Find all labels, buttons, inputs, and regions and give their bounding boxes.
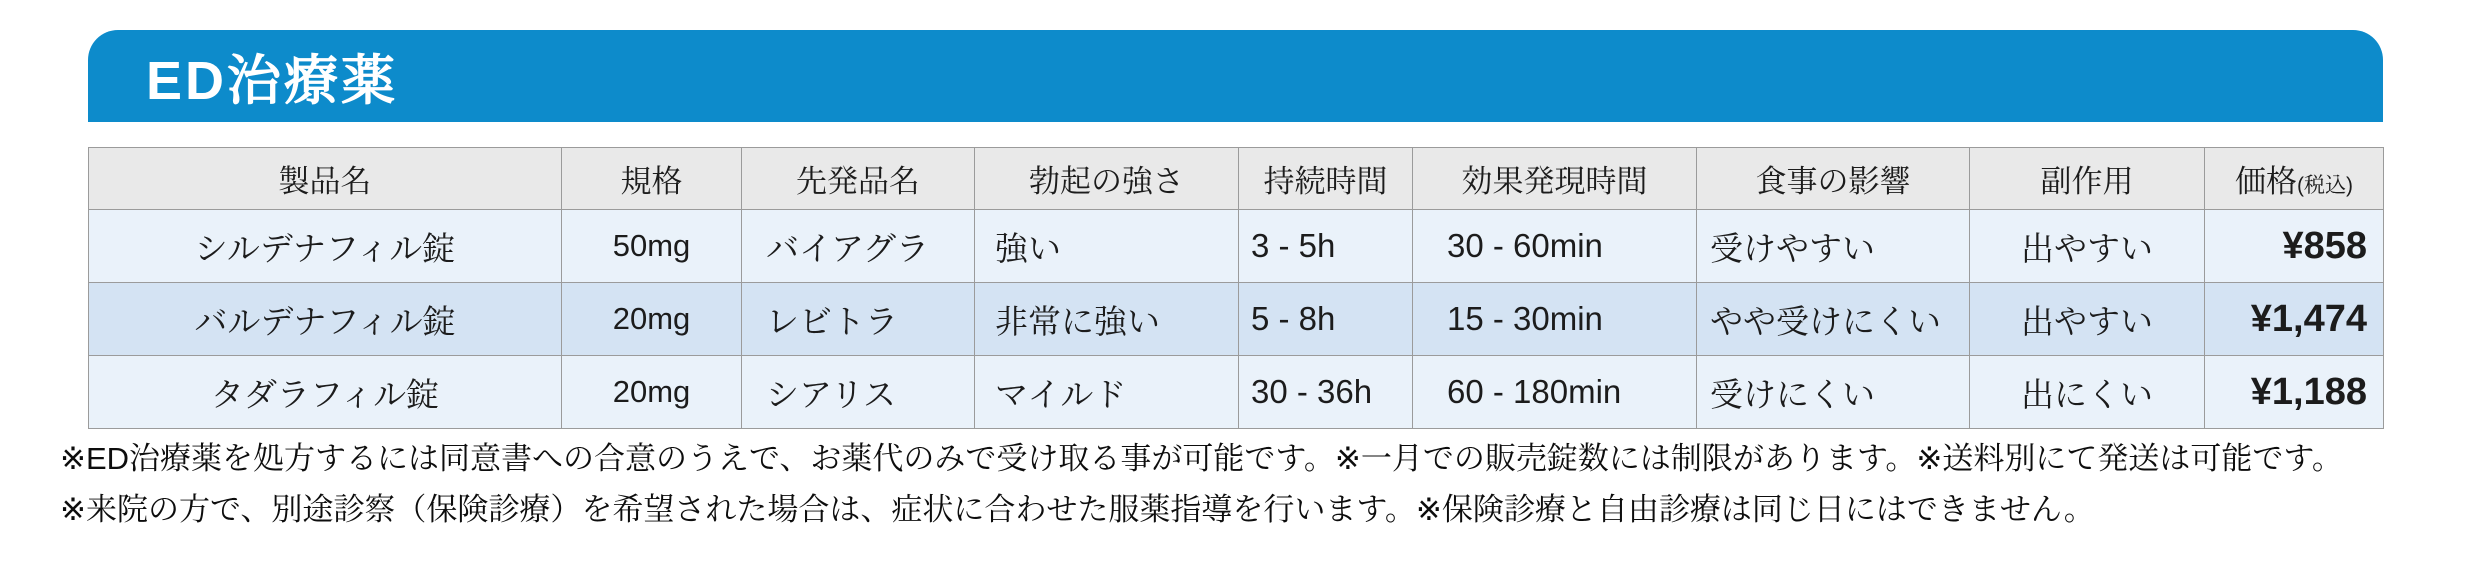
column-header-onset: 効果発現時間 [1413, 148, 1697, 210]
cell-side-effects: 出にくい [1970, 356, 2205, 429]
section-banner [88, 30, 2383, 122]
cell-duration: 3 - 5h [1239, 210, 1413, 283]
cell-hardness: 強い [975, 210, 1239, 283]
column-header-brand: 先発品名 [742, 148, 975, 210]
header-row [89, 148, 2384, 210]
cell-brand: レビトラ [742, 283, 975, 356]
cell-food: やや受けにくい [1697, 283, 1970, 356]
cell-strength: 50mg [562, 210, 742, 283]
cell-product: シルデナフィル錠 [89, 210, 562, 283]
column-header-hardness: 勃起の強さ [975, 148, 1239, 210]
table-row-sildenafil [89, 210, 2384, 283]
footnote-line-1: ※ED治療薬を処方するには同意書への合意のうえで、お薬代のみで受け取る事が可能です。※一月での販売錠数には制限があります。※送料別にて発送は可能です。 [60, 441, 2343, 476]
cell-strength: 20mg [562, 356, 742, 429]
price-header-label: 価格 [2235, 164, 2297, 199]
cell-food: 受けやすい [1697, 210, 1970, 283]
cell-onset: 15 - 30min [1413, 283, 1697, 356]
cell-side-effects: 出やすい [1970, 210, 2205, 283]
column-header-price [2205, 148, 2384, 210]
cell-hardness: マイルド [975, 356, 1239, 429]
column-header-strength: 規格 [562, 148, 742, 210]
drug-comparison-table [88, 147, 2384, 429]
footnote-line-2: ※来院の方で、別途診察（保険診療）を希望された場合は、症状に合わせた服薬指導を行います。※保険診療と自由診療は同じ日にはできません。 [60, 492, 2095, 527]
cell-strength: 20mg [562, 283, 742, 356]
column-header-side-effects: 副作用 [1970, 148, 2205, 210]
cell-price: ¥858 [2205, 210, 2384, 283]
page-title: ED治療薬 [146, 50, 399, 111]
cell-side-effects: 出やすい [1970, 283, 2205, 356]
cell-product: バルデナフィル錠 [89, 283, 562, 356]
cell-food: 受けにくい [1697, 356, 1970, 429]
cell-brand: シアリス [742, 356, 975, 429]
column-header-food: 食事の影響 [1697, 148, 1970, 210]
cell-price: ¥1,188 [2205, 356, 2384, 429]
footnotes [60, 440, 2440, 542]
table-row-vardenafil [89, 283, 2384, 356]
cell-product: タダラフィル錠 [89, 356, 562, 429]
column-header-product: 製品名 [89, 148, 562, 210]
table-row-tadalafil [89, 356, 2384, 429]
cell-onset: 30 - 60min [1413, 210, 1697, 283]
cell-duration: 30 - 36h [1239, 356, 1413, 429]
cell-brand: バイアグラ [742, 210, 975, 283]
cell-hardness: 非常に強い [975, 283, 1239, 356]
cell-duration: 5 - 8h [1239, 283, 1413, 356]
cell-onset: 60 - 180min [1413, 356, 1697, 429]
cell-price: ¥1,474 [2205, 283, 2384, 356]
price-header-tax-suffix: (税込) [2297, 174, 2353, 197]
column-header-duration: 持続時間 [1239, 148, 1413, 210]
